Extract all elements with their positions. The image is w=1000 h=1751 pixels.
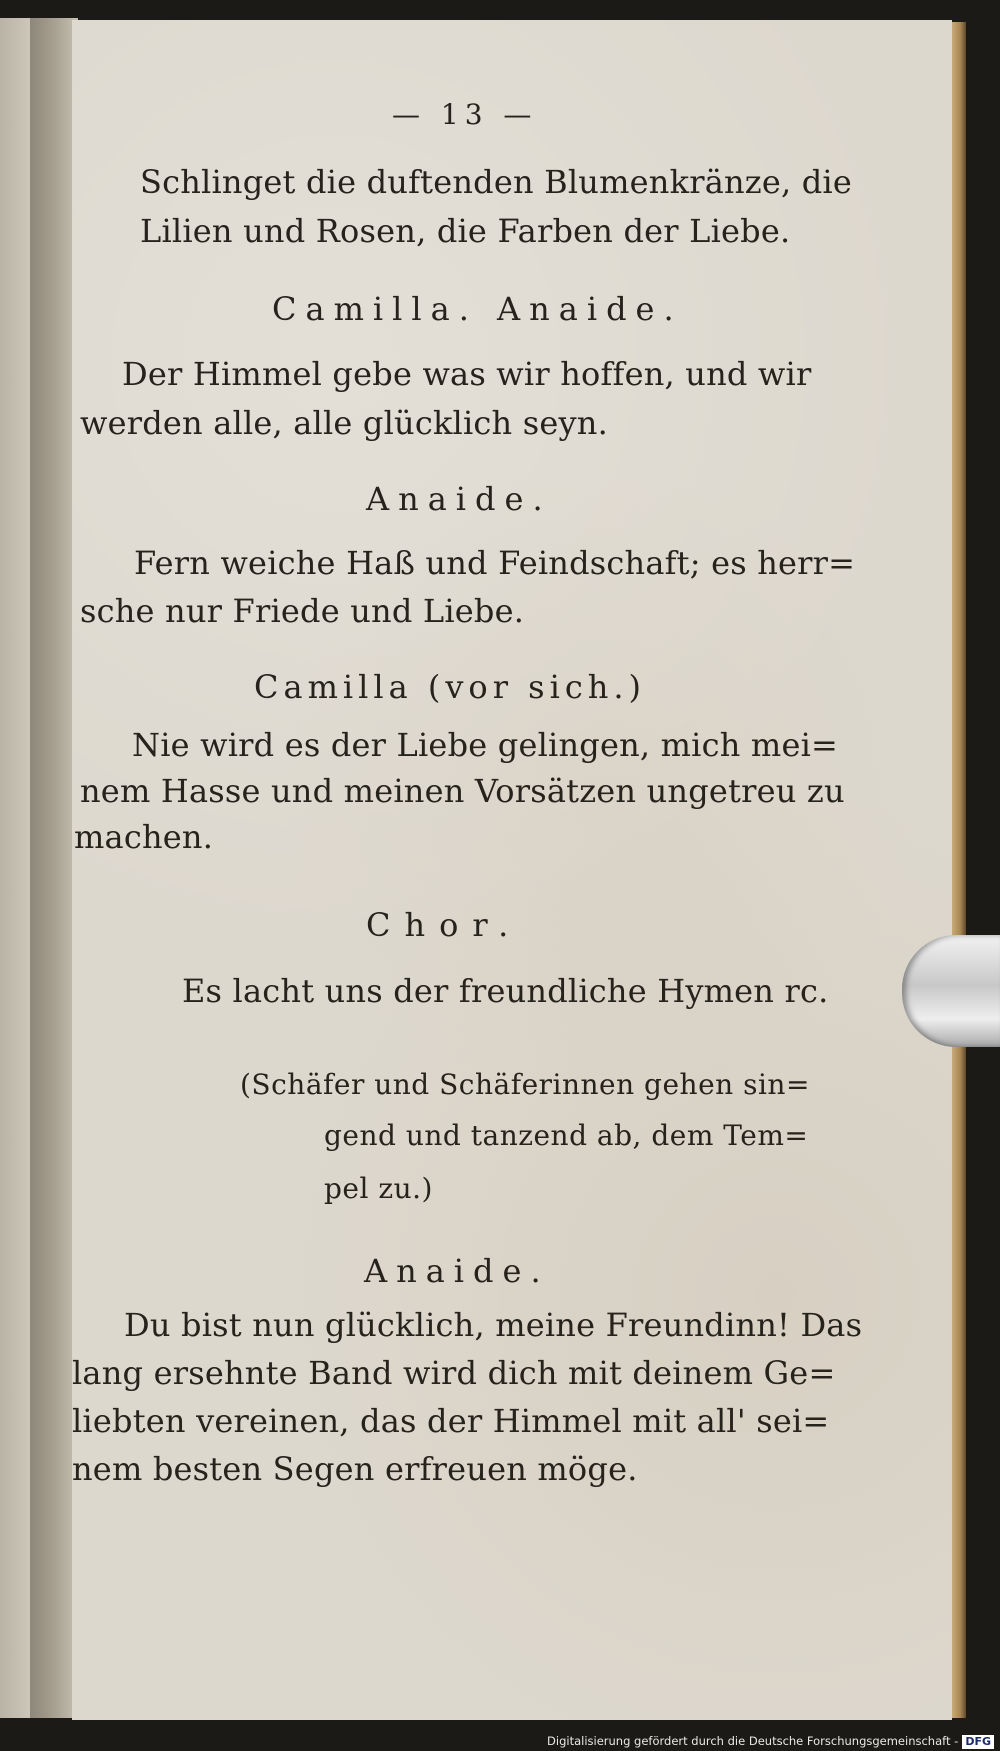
text-line: Der Himmel gebe was wir hoffen, und wir — [122, 355, 812, 393]
speaker-heading: Anaide. — [364, 1252, 550, 1290]
speaker-heading: Camilla (vor sich.) — [254, 668, 646, 706]
text-line: Schlinget die duftenden Blumenkränze, die — [140, 163, 852, 201]
text-line: nem Hasse und meinen Vorsätzen ungetreu zu — [80, 772, 845, 810]
text-line: lang ersehnte Band wird dich mit deinem Ge= — [72, 1354, 836, 1392]
text-line: werden alle, alle glücklich seyn. — [80, 404, 608, 442]
text-line: Fern weiche Haß und Feindschaft; es herr= — [134, 544, 856, 582]
page-number: — 13 — — [392, 98, 538, 131]
book-gutter — [30, 18, 78, 1718]
text-line: Es lacht uns der freundliche Hymen rc. — [182, 972, 829, 1010]
text-line: machen. — [74, 818, 214, 856]
text-line: liebten vereinen, das der Himmel mit all' sei= — [72, 1402, 830, 1440]
text-line: Nie wird es der Liebe gelingen, mich mei= — [132, 726, 839, 764]
dfg-logo: DFG — [962, 1735, 994, 1749]
page-clip — [902, 935, 1000, 1047]
text-line: nem besten Segen erfreuen möge. — [72, 1450, 638, 1488]
speaker-heading: Anaide. — [366, 480, 552, 518]
speaker-heading: Chor. — [366, 906, 523, 944]
digitization-credit — [547, 1734, 994, 1749]
speaker-heading: Camilla. Anaide. — [272, 290, 683, 328]
text-line: sche nur Friede und Liebe. — [80, 592, 525, 630]
text-line: Lilien und Rosen, die Farben der Liebe. — [140, 212, 791, 250]
stage-direction-line: (Schäfer und Schäferinnen gehen sin= — [240, 1068, 810, 1101]
text-line: Du bist nun glücklich, meine Freundinn! Das — [124, 1306, 863, 1344]
stage-direction-line: gend und tanzend ab, dem Tem= — [324, 1119, 809, 1152]
credit-text: Digitalisierung gefördert durch die Deutsche Forschungsgemeinschaft - — [547, 1734, 959, 1748]
stage-direction-line: pel zu.) — [324, 1172, 433, 1205]
page-fore-edge — [952, 22, 966, 1718]
